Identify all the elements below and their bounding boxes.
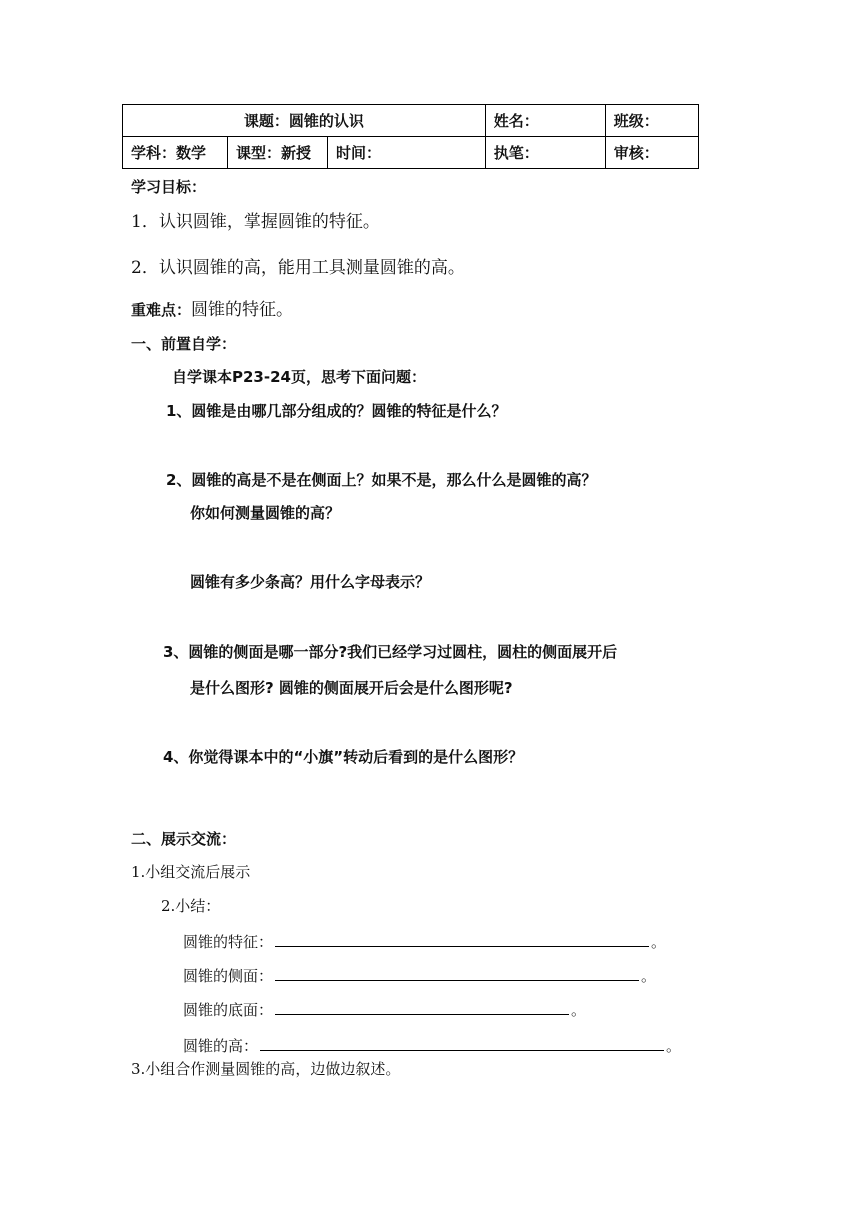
key-point-label: 重难点： bbox=[131, 301, 192, 319]
section2-item3: 3.小组合作测量圆锥的高，边做边叙述。 bbox=[131, 1060, 401, 1078]
key-point bbox=[131, 295, 293, 320]
fill-label: 圆锥的侧面： bbox=[183, 967, 274, 985]
fill-end: 。 bbox=[641, 967, 657, 985]
question-3a: 3、圆锥的侧面是哪一部分?我们已经学习过圆柱，圆柱的侧面展开后 bbox=[163, 643, 618, 661]
objective-2: 2．认识圆锥的高，能用工具测量圆锥的高。 bbox=[131, 258, 465, 278]
topic-cell: 课题：圆锥的认识 bbox=[123, 105, 486, 137]
question-3b: 是什么图形? 圆锥的侧面展开后会是什么图形呢? bbox=[190, 679, 513, 697]
fill-line-height bbox=[183, 1035, 681, 1056]
objectives-heading: 学习目标： bbox=[131, 178, 207, 196]
fill-end: 。 bbox=[651, 933, 667, 951]
fill-line-side bbox=[183, 965, 656, 986]
fill-line-feature bbox=[183, 931, 666, 952]
question-2b: 你如何测量圆锥的高？ bbox=[190, 504, 341, 522]
question-2a: 2、圆锥的高是不是在侧面上？如果不是，那么什么是圆锥的高？ bbox=[166, 471, 597, 489]
class-field[interactable]: 班级： bbox=[605, 105, 698, 137]
feature-blank[interactable] bbox=[275, 932, 649, 947]
header-table bbox=[122, 104, 699, 169]
section2-item2: 2.小结： bbox=[161, 897, 221, 915]
lesson-type-cell: 课型：新授 bbox=[228, 137, 328, 169]
time-field[interactable]: 时间： bbox=[328, 137, 486, 169]
reviewer-field[interactable]: 审核： bbox=[605, 137, 698, 169]
section2-item1: 1.小组交流后展示 bbox=[131, 863, 251, 881]
side-blank[interactable] bbox=[275, 966, 639, 981]
fill-label: 圆锥的高： bbox=[183, 1037, 259, 1055]
question-4: 4、你觉得课本中的“小旗”转动后看到的是什么图形？ bbox=[163, 748, 524, 766]
section2-heading: 二、展示交流： bbox=[131, 830, 237, 848]
fill-label: 圆锥的特征： bbox=[183, 933, 274, 951]
key-point-text: 圆锥的特征。 bbox=[191, 300, 294, 320]
question-1: 1、圆锥是由哪几部分组成的？圆锥的特征是什么？ bbox=[166, 402, 507, 420]
fill-end: 。 bbox=[666, 1037, 682, 1055]
name-field[interactable]: 姓名： bbox=[485, 105, 605, 137]
question-2c: 圆锥有多少条高？用什么字母表示？ bbox=[190, 573, 431, 591]
subject-cell: 学科：数学 bbox=[123, 137, 228, 169]
fill-line-base bbox=[183, 999, 586, 1020]
fill-label: 圆锥的底面： bbox=[183, 1001, 274, 1019]
author-field[interactable]: 执笔： bbox=[485, 137, 605, 169]
height-blank[interactable] bbox=[260, 1036, 664, 1051]
base-blank[interactable] bbox=[275, 1000, 569, 1015]
fill-end: 。 bbox=[571, 1001, 587, 1019]
section1-intro: 自学课本P23-24页，思考下面问题： bbox=[172, 368, 426, 386]
section1-heading: 一、前置自学： bbox=[131, 335, 237, 353]
objective-1: 1．认识圆锥，掌握圆锥的特征。 bbox=[131, 212, 380, 232]
